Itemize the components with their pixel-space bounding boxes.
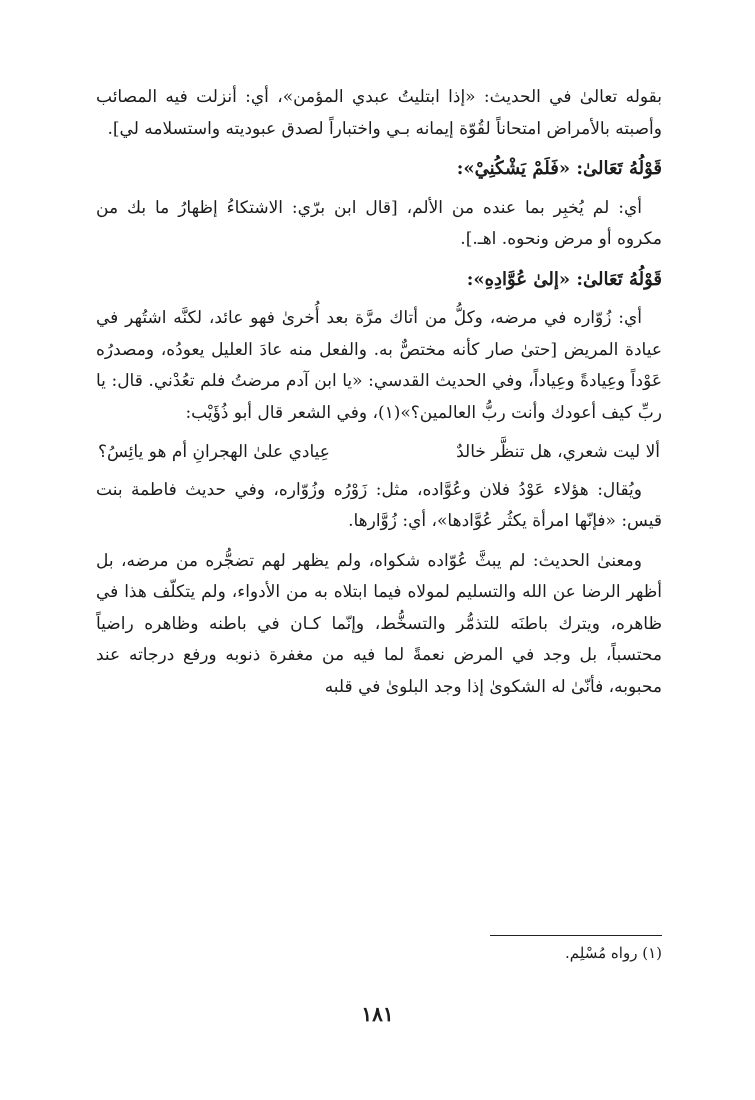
footnote-divider bbox=[490, 935, 662, 936]
paragraph-intro: بقوله تعالىٰ في الحديث: «إذا ابتليتُ عبدي المؤمن»، أي: أنزلت فيه المصائب وأصبته بالأمراض امتحاناً لقُوّة إيمانه بـي واختباراً لصدق عبوديته واستسلامه لي]. bbox=[96, 87, 662, 139]
paragraph-visitors: أي: زُوّاره في مرضه، وكلُّ من أتاك مرَّة بعد أُخرىٰ فهو عائد، لكنَّه اشتُهر في عيادة المريض [حتىٰ صار كأنه مختصٌّ به. والفعل منه عادَ العليل يعودُه، ومصدرُه عَوْداً وعِيادةً وعِياداً، وفي الحديث القدسي: «يا ابن آدم مرضتُ فلم تعُدْني. قال: يا ربِّ كيف أعودك وأنت ربُّ العالمين؟»(١)، وفي الشعر قال أبو ذُؤَيْب: bbox=[96, 308, 662, 423]
section-heading-complaint: قَوْلُهُ تَعَالىٰ: «فَلَمْ يَشْكُنِيْ»: bbox=[456, 158, 662, 179]
poetry-verse bbox=[96, 437, 662, 469]
footnote: (١) رواه مُسْلِم. bbox=[565, 944, 662, 962]
paragraph-meaning: ومعنىٰ الحديث: لم يبثَّ عُوّاده شكواه، ولم يظهر لهم تضجُّره من مرضه، بل أظهر الرضا عن الله والتسليم لمولاه فيما ابتلاه به من الأدواء، ولم يتكلّف هذا في ظاهره، ويترك باطنَه للتذمُّر والتسخُّط، وإنّما كـان في باطنه وظاهره راضياً محتسباً، بل وجد في المرض نعمةً لما فيه من مغفرة ذنوبه ورفع درجاته عند محبوبه، فأنّىٰ له الشكوىٰ إذا وجد البلوىٰ في قلبه bbox=[96, 550, 662, 697]
paragraph-usage: ويُقال: هؤلاء عَوْدُ فلان وعُوَّاده، مثل: زَوْرُه وزُوّاره، وفي حديث فاطمة بنت قيس: «فإنّها امرأة يكثُر عُوَّادها»، أي: زُوَّارها. bbox=[96, 479, 662, 531]
paragraph-complaint: أي: لم يُخبِر بما عنده من الألم، [قال ابن برّي: الاشتكاءُ إظهارُ ما بك من مكروه أو مرض ونحوه. اهـ.]. bbox=[96, 197, 662, 249]
page-number: ١٨١ bbox=[361, 1002, 394, 1026]
section-heading-visitors: قَوْلُهُ تَعَالىٰ: «إلىٰ عُوَّادِهِ»: bbox=[466, 268, 662, 290]
verse-second-hemistich: عِيادي علىٰ الهجرانِ أم هو يائِسُ؟ bbox=[98, 442, 330, 462]
main-text bbox=[96, 82, 662, 711]
verse-first-hemistich: ألا ليت شعري، هل تنظَّر خالدٌ bbox=[456, 442, 660, 462]
